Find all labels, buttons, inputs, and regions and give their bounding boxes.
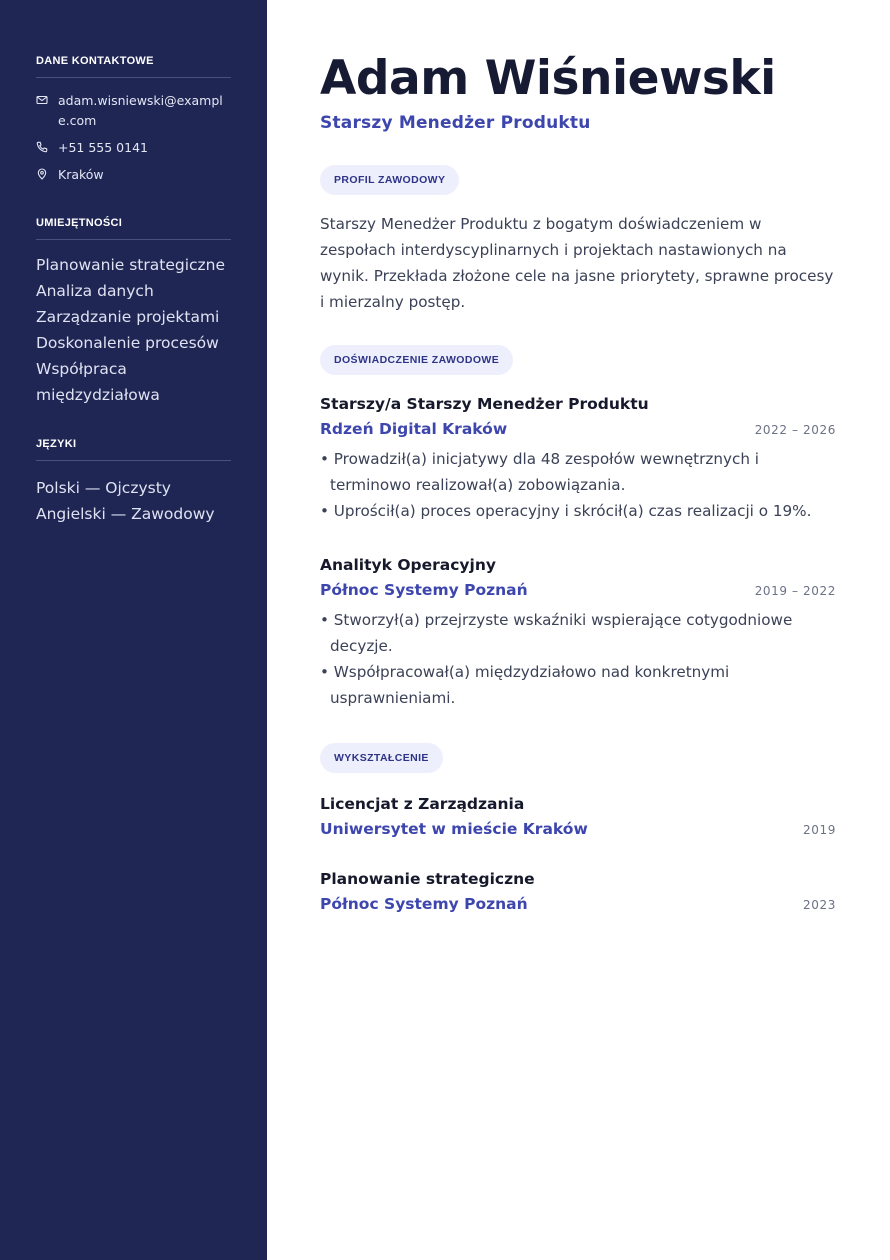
contact-list	[36, 91, 231, 185]
location-pin-icon	[36, 168, 48, 180]
skill-item: Współpraca międzydziałowa	[36, 360, 160, 404]
experience-title: Starszy/a Starszy Menedżer Produktu	[320, 395, 649, 413]
profile-text: Starszy Menedżer Produktu z bogatym doświadczeniem w zespołach interdyscyplinarnych i projektach nastawionych na wynik. Przekłada złożone cele na jasne priorytety, sprawne procesy i mierzalny postęp.	[320, 215, 834, 311]
bullet-item: • Stworzył(a) przejrzyste wskaźniki wspierające cotygodniowe decyzje.	[320, 611, 793, 655]
education-date: 2019	[803, 823, 836, 837]
languages-heading: JĘZYKI	[36, 438, 231, 461]
contact-phone-text: +51 555 0141	[58, 140, 148, 155]
experience-dates: 2022 – 2026	[754, 423, 836, 437]
skill-item: Planowanie strategiczne	[36, 256, 226, 274]
education-title: Planowanie strategiczne	[320, 870, 535, 888]
bullet-item: • Uprościł(a) proces operacyjny i skrócił(a) czas realizacji o 19%.	[320, 502, 812, 520]
experience-org: Rdzeń Digital Kraków	[320, 420, 508, 438]
contact-location-text: Kraków	[58, 167, 104, 182]
education-title: Licencjat z Zarządzania	[320, 795, 525, 813]
skill-item: Zarządzanie projektami	[36, 308, 220, 326]
job-title: Starszy Menedżer Produktu	[320, 113, 591, 133]
mail-icon	[36, 94, 48, 106]
language-item: Angielski — Zawodowy	[36, 505, 215, 523]
skills-heading: UMIEJĘTNOŚCI	[36, 217, 231, 240]
person-name: Adam Wiśniewski	[320, 51, 776, 106]
contact-email[interactable]	[36, 91, 231, 131]
experience-entry	[320, 554, 836, 711]
experience-bullets	[320, 446, 836, 524]
bullet-item: • Prowadził(a) inicjatywy dla 48 zespołów wewnętrznych i terminowo realizował(a) zobowiązania.	[320, 450, 759, 494]
contact-heading: DANE KONTAKTOWE	[36, 55, 231, 78]
education-entry	[320, 868, 836, 913]
education-meta	[320, 895, 836, 913]
education-org: Północ Systemy Poznań	[320, 895, 528, 913]
experience-dates: 2019 – 2022	[754, 584, 836, 598]
contact-email-text: adam.wisniewski@example.com	[58, 93, 223, 128]
experience-heading: DOŚWIADCZENIE ZAWODOWE	[320, 345, 513, 375]
experience-bullets	[320, 607, 836, 711]
education-heading: WYKSZTAŁCENIE	[320, 743, 443, 773]
main-content	[320, 50, 836, 913]
experience-entry	[320, 393, 836, 524]
education-entry	[320, 793, 836, 838]
skill-item: Analiza danych	[36, 282, 154, 300]
phone-icon	[36, 141, 48, 153]
education-meta	[320, 820, 836, 838]
sidebar	[0, 0, 267, 1260]
experience-org: Północ Systemy Poznań	[320, 581, 528, 599]
contact-location	[36, 165, 231, 185]
experience-meta	[320, 420, 836, 438]
contact-phone[interactable]	[36, 138, 231, 158]
experience-title: Analityk Operacyjny	[320, 556, 496, 574]
experience-meta	[320, 581, 836, 599]
languages-list	[36, 475, 231, 527]
education-date: 2023	[803, 898, 836, 912]
language-item: Polski — Ojczysty	[36, 479, 171, 497]
bullet-item: • Współpracował(a) międzydziałowo nad konkretnymi usprawnieniami.	[320, 663, 730, 707]
education-org: Uniwersytet w mieście Kraków	[320, 820, 588, 838]
skills-list	[36, 252, 231, 408]
profile-heading: PROFIL ZAWODOWY	[320, 165, 459, 195]
skill-item: Doskonalenie procesów	[36, 334, 219, 352]
